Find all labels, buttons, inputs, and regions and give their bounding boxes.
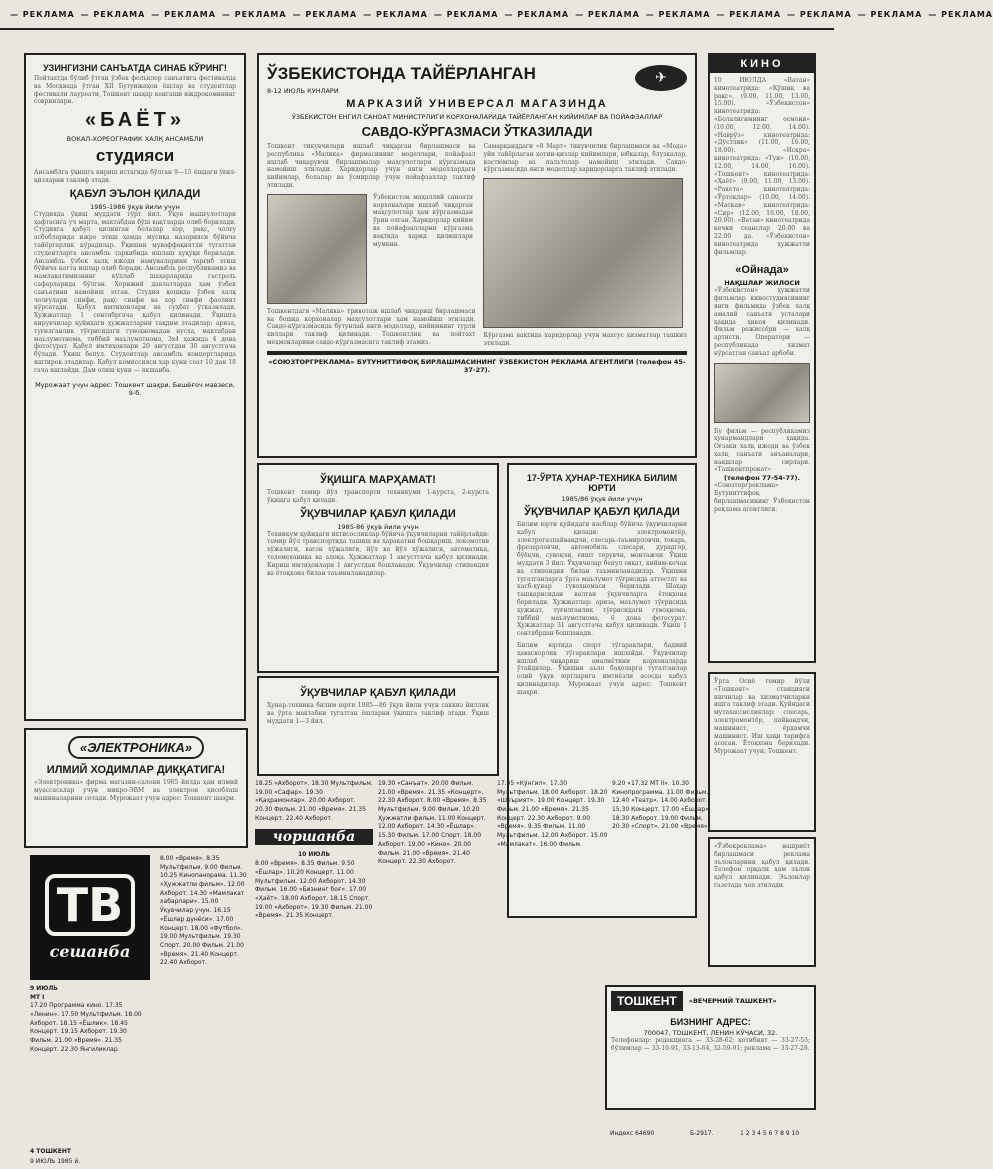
ad-heading: УЗИНГИЗНИ САНЪАТДА СИНАБ КЎРИНГ!	[43, 63, 227, 73]
photo-models	[267, 194, 367, 304]
reklama-strip-word: — РЕКЛАМА	[151, 9, 216, 19]
ad-subname: ВОКАЛ-ХОРЕОГРАФИК ХАЛҚ АНСАМБЛИ	[66, 135, 204, 144]
ad-bottom: Мурожаат учун адрес: Тошкент шаҳри, Бешёғоч мавзеси, 9-б.	[35, 380, 235, 397]
reklama-strip-word: — РЕКЛАМА	[80, 9, 146, 19]
tv-day2: чоршанба	[255, 829, 373, 845]
reklama-strip	[0, 0, 993, 30]
reklama-strip-word: — РЕКЛАМА	[221, 9, 287, 19]
mid-left-head: ЎҚИШГА МАРҲАМАТ!	[320, 474, 436, 486]
kino-film1-sub: НАҚШЛАР ЖИЛОСИ	[724, 279, 800, 288]
publisher-sub: «ВЕЧЕРНИЙ ТАШКЕНТ»	[688, 997, 777, 1005]
ad-top-org: ЎЗБЕКИСТОН ЕНГИЛ САНОАТ МИНИСТРЛИГИ КОРХОНАЛАРИДА ТАЙЁРЛАНГАН КИЙИМЛАР ВА ПОЙАФЗАЛЛАР	[291, 113, 663, 121]
kino-phone: (телефон 77-54-77).	[724, 474, 800, 483]
kino-photo	[714, 363, 810, 423]
reklama-strip-word: — РЕКЛАМА	[787, 9, 852, 19]
mid-right-title: ЎҚУВЧИЛАР ҚАБУЛ ҚИЛАДИ	[524, 506, 680, 518]
reklama-strip-word: — РЕКЛАМА	[504, 9, 570, 19]
ad-title2: ҚАБУЛ ЭЪЛОН ҚИЛАДИ	[69, 187, 201, 200]
reklama-strip-word: — РЕКЛАМА	[575, 9, 640, 19]
reklama-strip-word: — РЕКЛАМА	[857, 9, 923, 19]
footer-date: 9 ИЮЛЬ 1985 й.	[30, 1158, 81, 1165]
tv-day: сешанба	[49, 942, 131, 961]
order: Б-2917.	[690, 1130, 714, 1137]
reklama-strip-word: — РЕКЛАМА	[10, 9, 75, 19]
ad-top-footer: «СОЮЗТОРГРЕКЛАМА» БУТУНИТТИФОҚ БИРЛАШМАСИНИНГ ЎЗБЕКИСТОН РЕКЛАМА АГЕНТЛИГИ (телефон 45-37-27).	[268, 357, 686, 374]
publisher-box: ТОШКЕНТ «ВЕЧЕРНИЙ ТАШКЕНТ» БИЗНИНГ АДРЕС: 700047, ТОШКЕНТ, ЛЕНИН КЎЧАСИ, 32. Телефонлар: редакцияга — 33-28-62; котибият — 33-27-53; бўлимлар — 33-10-91, 33-13-64, 32-59-91; реклама — 33-27-28.	[605, 985, 816, 1110]
tv-col-2: 8.00 «Время». 8.35 Мультфильм. 9.00 Фильм. 10.25 Кинопанорама. 11.30 «Ҳужжатли фильм». 12.00 Ахборот. 14.30 «Мамлакат хабарлари». 15.00 Ўқувчилар учун. 16.15 «Ёшлар дунёси». 17.00 Концерт. 18.00 «Футбол». 19.00 Мультфильм. 19.30 Спорт. 20.00 Фильм. 21.00 «Время». 21.40 Концерт. 22.40 Ахборот.	[160, 855, 247, 967]
brand-logo-icon: ✈	[635, 65, 687, 91]
tv-logo	[30, 855, 150, 980]
address: 700047, ТОШКЕНТ, ЛЕНИН КЎЧАСИ, 32.	[643, 1029, 778, 1037]
ad-top-shop: МАРКАЗИЙ УНИВЕРСАЛ МАГАЗИНДА	[346, 98, 608, 110]
elektronika-head: ИЛМИЙ ХОДИМЛАР ДИҚҚАТИГА!	[46, 764, 226, 776]
kino-label: КИНО	[710, 55, 814, 73]
ad-right-bottom: «Ўзбекреклама» нашриёт бирлашмаси реклама эълонларини қабул қилади. Телефон орқали ҳам эълон қабул қилинади. Эълонлар газетада чоп этилади.	[708, 837, 816, 967]
ad-lower-mid: ЎҚУВЧИЛАР ҚАБУЛ ҚИЛАДИ Ҳунар-техника билим юрти 1985—86 ўқув йили учун саккиз йиллик ва ўрта мактабни тугатган ёшларни ўқишга таклиф этади. Ўқиш муддати 1—3 йил.	[257, 676, 499, 776]
kino-film1: «Ойнада»	[735, 264, 789, 277]
reklama-strip-word: — РЕКЛАМА	[433, 9, 499, 19]
tv-mark: ТВ	[45, 874, 135, 936]
ad-year: 1985-1986 ўқув йили учун	[90, 202, 180, 211]
reklama-strip-word: — РЕКЛАМА	[928, 9, 993, 19]
tv-col-1: 9 ИЮЛЬ МТ I 17.20 Программа кино. 17.35 «Ленин». 17.50 Мультфильм. 18.00 Ахборот. 18.15 «Ёшлик». 18.45 Концерт. 19.15 Ахборот. 19.30 Фильм. 21.00 «Время». 21.35 Концерт. 22.30 Янгиликлар.	[30, 985, 142, 1053]
address-head: БИЗНИНГ АДРЕС:	[670, 1017, 751, 1027]
ad-top-date: 8-12 ИЮЛЬ КУНЛАРИ	[267, 87, 339, 95]
kino-column: КИНО 10 ИЮЛДА «Ватан» кинотеатрида: «Қўшиқ ва рақс», (9.00, 11.00, 13.00, 15.00). «Ўзбекистон» кинотеатрида: «Болалигимнинг осмони» (10.00, 12.00, 14.00). «Наврўз» кинотеатрида: «Дўстлик» (11.00, 16.00, 18.00). «Искра» кинотеатрида: «Тун» (10.00, 12.00, 14.00, 16.00). «Тошкент» кинотеатрида: «Ҳаёт» (9.00, 11.00, 13.00). «Ракета» кинотеатрида: «Ўртоқлар» (10.00, 14.00). «Маскав» кинотеатрида: «Сир» (12.00, 16.00, 18.00, 20.00). «Ватан» кинотеатрида кечки сеанслар 20.00 ва 22.00 да. «Ўзбекистон» кинотеатрида ҳужжатли фильмлар. «Ойнада» НАҚШЛАР ЖИЛОСИ «Ўзбекистон» ҳужжатли фильмлар киностудиясининг янги фильмида ўзбек халқ амалий санъати усталари ҳақида ҳикоя қилинади. Фильм режиссёри — халқ артисти. Оператори — республикада хизмат кўрсатган санъат арбоби. Бу фильм — республикамиз ҳунармандлари ҳақида. Оғзаки халқ ижоди ва ўзбек халқ санъати анъаналари, нақшлар сирлари. «Ташкентпрокат» (телефон 77-54-77). «Союзторгреклама» Бутуниттифоқ бирлашмасининг Ўзбекистон реклама агентлиги.	[708, 53, 816, 663]
ad-body: Пойтахтда бўлиб ўтган ўзбек фольклор санъатига фестивалда ва Москвада ўтган XII Бутунжаҳон ёшлар ва студентлар фестивали лауреати, Тошкент шаҳар кенгаши иждрокомининг совринлари.	[34, 75, 236, 106]
reklama-strip-word: — РЕКЛАМА	[645, 9, 711, 19]
ad-elektronika: «ЭЛЕКТРОНИКА» ИЛМИЙ ХОДИМЛАР ДИҚҚАТИГА! «Электроника» фирма магазин-салони 1985 йилда ҳам илмий муассасалар учун микро-ЭВМ ва электрон ҳисоблаш машиналарини сотади. Мурожаат учун адрес: Тошкент шаҳри.	[24, 728, 248, 848]
ad-studio: студияси	[95, 146, 175, 166]
ad-savdo: ЎЗБЕКИСТОНДА ТАЙЁРЛАНГАН 8-12 ИЮЛЬ КУНЛАРИ ✈ МАРКАЗИЙ УНИВЕРСАЛ МАГАЗИНДА ЎЗБЕКИСТОН ЕНГИЛ САНОАТ МИНИСТРЛИГИ КОРХОНАЛАРИДА ТАЙЁРЛАНГАН КИЙИМЛАР ВА ПОЙАФЗАЛЛАР САВДО-КЎРГАЗМАСИ ЎТКАЗИЛАДИ Тошкент тикувчилари ишлаб чиқарган бирлашмаси ва республика «Малика» фирмасининг моделлари, пойафзал ишлаб чиқарувчи бирлашмалар маҳсулотлари кўргазмада намойиш этилади. Харидорлар учун янги моделлардаги кийимлар, болалар ва ўсмирлар учун пойафзаллар таклиф этилади. Ўзбекистон маҳаллий саноати корхоналари ишлаб чиқарган маҳсулотлар ҳам кўргазмадан ўрин олган. Харидорлар кийим ва пойафзалларни кўргазма вақтида харид қилишлари мумкин. Тошкентдаги «Малика» трикотаж ишлаб чиқариш бирлашмаси ва бошқа корхоналар маҳсулотлари ҳам намойиш этилади. Савдо-кўргазмасида бутунлай янги моделлар, кийимнинг турли хиллари таклиф қилинади. Тошкентлик ва пойтахт меҳмонларини савдо-кўргазмасига таклиф этамиз. Самарқанддаги «8 Март» тикувчилик бирлашмаси ва «Мода» уйи тайёрлаган хотин-қизлар кийимлари, юбкалар, блузкалар, костюмлар ва пальтолар намойиш этилади. Савдо-кўргазмасида янги моделлар харидорларга таклиф этилади. Кўргазма вақтида харидорлар учун махсус хизматлар ташкил этилади. «СОЮЗТОРГРЕКЛАМА» БУТУНИТТИФОҚ БИРЛАШМАСИНИНГ ЎЗБЕКИСТОН РЕКЛАМА АГЕНТЛИГИ (телефон 45-37-27).	[257, 53, 697, 458]
reklama-strip-word: — РЕКЛАМА	[363, 9, 428, 19]
photo-women	[483, 178, 683, 328]
ad-bayot: УЗИНГИЗНИ САНЪАТДА СИНАБ КЎРИНГ! Пойтахтда бўлиб ўтган ўзбек фольклор санъатига фестивалда ва Москвада ўтган XII Бутунжаҳон ёшлар ва студентлар фестивали лауреати, Тошкент шаҳар кенгаши иждрокомининг совринлари. «БАЁТ» ВОКАЛ-ХОРЕОГРАФИК ХАЛҚ АНСАМБЛИ студияси Ансамблга ўқишга кириш истагида бўлган 9—15 ёшдаги ўғил-қизларни таклиф этади. ҚАБУЛ ЭЪЛОН ҚИЛАДИ 1985-1986 ўқув йили учун Студияда ўқиш муддати тўрт йил. Ўқув машғулотлари ҳафтасига уч марта, мактабдан бўш вақтларда олиб борилади. Студияга қабул қилинган болалар хор, рақс, чолғу асбобларида ижро этиш ҳамда мусиқа назарияси бўйича тайёргарлик кўрадилар. Ўқишни муваффақиятли тугатган студентларга ансамбль таркибида ишлаш ҳуқуқи берилади. Ансамбль ўзбек халқ ижоди намуналарини тарғиб этиш бўйича катта ишлар олиб боради. Ансамбль республикамиз ва мамлакатимизнинг кўплаб шаҳарларида гастроль сафарларида бўлган. Хорижий давлатларда ҳам ўзбек санъатини намойиш этган. Студия қошида ўзбек халқ чолғулари синфи, рақс синфи ва хор синфи фаолият кўрсатади. Қабул имтиҳонлари ва суҳбат ўтказилади. Ҳужжатлар 1 сентябргача қабул қилинади. Ўқишга кирувчилар қуйидаги ҳужжатларни тақдим этадилар: ариза, туғилганлик тўғрисидаги гувоҳномадан нусха, мактабдан маълумотнома, тиббий маълумотнома, 3х4 ҳажмда 4 дона фотосурат. Қабул имтиҳонлари 20 августдан 30 августгача бўлади. Ўқиш бепул. Студентлар ансамбль концертларида иштирок этадилар. Қабул комиссияси ҳар куни соат 10 дан 18 гача ишлайди. Дам олиш куни — якшанба. Мурожаат учун адрес: Тошкент шаҳри, Бешёғоч мавзеси, 9-б.	[24, 53, 246, 721]
ad-hunar: 17-ЎРТА ҲУНАР-ТЕХНИКА БИЛИМ ЮРТИ 1985/86 ўқув йили учун ЎҚУВЧИЛАР ҚАБУЛ ҚИЛАДИ Билим юрти қуйидаги касблар бўйича ўқувчиларни қабул қилади: электромонтёр, электрогазпайвандчи, слесарь-таъмирловчи, токарь, фрезерловчи, автомобиль слесари, дурадгор, бўёқчи, сувоқчи, ғишт терувчи, монтажчи. Ўқиш муддати 3 йил. Ўқувчилар бепул овқат, кийим-кечак ва стипендия билан таъминланадилар. Ўқишни тугатганларга ўрта маълумот тўғрисида аттестат ва касб-ҳунар гувоҳномаси берилади. Шаҳар ташқарисидан келган ўқувчиларга ётоқхона берилади. Ҳужжатлар: ариза, маълумот тўғрисида ҳужжат, туғилганлик тўғрисидаги гувоҳнома, тиббий маълумотнома, 6 дона фотосурат. Ҳужжатлар 31 августгача қабул қилинади. Ўқиш 1 сентябрдан бошланади. Билим юртида спорт тўгараклари, бадиий ҳаваскорлик тўгараклари ишлайди. Ўқувчилар ишлаб чиқариш амалиётини корхоналарда ўтайдилар. Ўқишни аъло баҳоларга тугатганлар олий ўқув юртларига имтиёзли асосда қабул қилинадилар. Мурожаат учун адрес: Тошкент шаҳри.	[507, 463, 697, 918]
index: Индекс 64690	[610, 1130, 655, 1137]
footer-issue: 4 ТОШКЕНТ	[30, 1148, 71, 1155]
ad-top-title: ЎЗБЕКИСТОНДА ТАЙЁРЛАНГАН	[267, 64, 536, 83]
tv-col-3: 18.25 «Ахборот». 18.30 Мультфильм. 19.00 «Сафар». 19.30 «Қаҳрамонлар». 20.00 Ахборот. 20.30 Фильм. 21.00 «Время». 21.35 Концерт. 22.40 Ахборот. чоршанба 10 ИЮЛЬ 8.00 «Время». 8.35 Фильм. 9.50 «Ёшлар». 10.20 Концерт. 11.00 Мультфильм. 12.00 Ахборот. 14.30 Фильм. 16.00 «Бизнинг боғ». 17.00 «Ҳаёт». 18.00 Ахборот. 18.15 Спорт. 19.00 «Ахборот». 19.30 Фильм. 21.00 «Время». 21.35 Концерт.	[255, 780, 373, 920]
number-row: 1 2 3 4 5 6 7 8 9 10	[740, 1130, 800, 1137]
ad-name: «БАЁТ»	[85, 109, 185, 132]
tv-col-6: 9.20 «17.32 МТ II». 10.30 Кинопрограмма. 11.00 Фильм. 12.40 «Театр». 14.00 Ахборот. 15.30 Концерт. 17.00 «Ёшлар». 18.30 Ахборот. 19.00 Фильм. 20.30 «Спорт». 21.00 «Время».	[612, 780, 711, 831]
mid-left-sub: 1985-86 ўқув йили учун	[337, 522, 419, 531]
mid-right-top: 17-ЎРТА ҲУНАР-ТЕХНИКА БИЛИМ ЮРТИ	[526, 473, 678, 493]
ad-right-lower: Ўрта Осиё темир йўли «Тошкент» станцияси ишчилар ва хизматчиларни ишга таклиф этади. Қуйидаги мутахассисликлар: слесарь, электромонтёр, пайвандчи, машинист, ёрдамчи машинист. Иш ҳақи тарифга асосан. Ётоқхона берилади. Мурожаат учун: Тошкент.	[708, 672, 816, 832]
mid-left-title: ЎҚУВЧИЛАР ҚАБУЛ ҚИЛАДИ	[300, 507, 456, 520]
tv-col-4: 19.30 «Санъат». 20.00 Фильм. 21.00 «Время». 21.35 «Концерт». 22.30 Ахборот. 8.00 «Время». 8.35 Мультфильм. 9.00 Фильм. 10.20 Ҳужжатли фильм. 11.00 Концерт. 12.00 Ахборот. 14.30 «Ёшлар». 15.30 Фильм. 17.00 Спорт. 18.00 Ахборот. 19.00 «Кино». 20.00 Фильм. 21.00 «Время». 21.40 Концерт. 22.30 Ахборот.	[378, 780, 487, 866]
reklama-strip-word: — РЕКЛАМА	[716, 9, 782, 19]
tv-col-5: 17.05 «Кўнгил». 17.30 Мультфильм. 18.00 Ахборот. 18.20 «Шеърият». 19.00 Концерт. 19.30 Фильм. 21.00 «Время». 21.35 Концерт. 22.30 Ахборот. 9.00 «Время». 9.35 Фильм. 11.00 Мультфильм. 12.00 Ахборот. 15.00 «Мамлакат». 16.00 Фильм.	[497, 780, 608, 848]
publisher-logo: ТОШКЕНТ	[611, 991, 683, 1011]
mid-right-sub: 1985/86 ўқув йили учун	[561, 495, 643, 503]
ad-transport: ЎҚИШГА МАРҲАМАТ! Тошкент темир йўл транспорти техникуми 1-курсга, 2-курсга ўқишга қабул қилади. ЎҚУВЧИЛАР ҚАБУЛ ҚИЛАДИ 1985-86 ўқув йили учун Техникум қуйидаги ихтисосликлар бўйича ўқувчиларни тайёрлайди: темир йўл транспортида ташиш ва ҳаракатни бошқариш, локомотив хўжалиги, вагон хўжалиги, йўл ва йўл хўжалиги, автоматика, телемеханика ва алоқа. Ҳужжатлар 1 августгача қабул қилинади. Кириш имтиҳонлари 1 августдан бошланади. Ўқувчилар стипендия ва ётоқхона билан таъминланадилар.	[257, 463, 499, 673]
ad-top-event: САВДО-КЎРГАЗМАСИ ЎТКАЗИЛАДИ	[361, 124, 593, 139]
reklama-strip-word: — РЕКЛАМА	[292, 9, 358, 19]
elektronika-logo: «ЭЛЕКТРОНИКА»	[68, 736, 204, 759]
